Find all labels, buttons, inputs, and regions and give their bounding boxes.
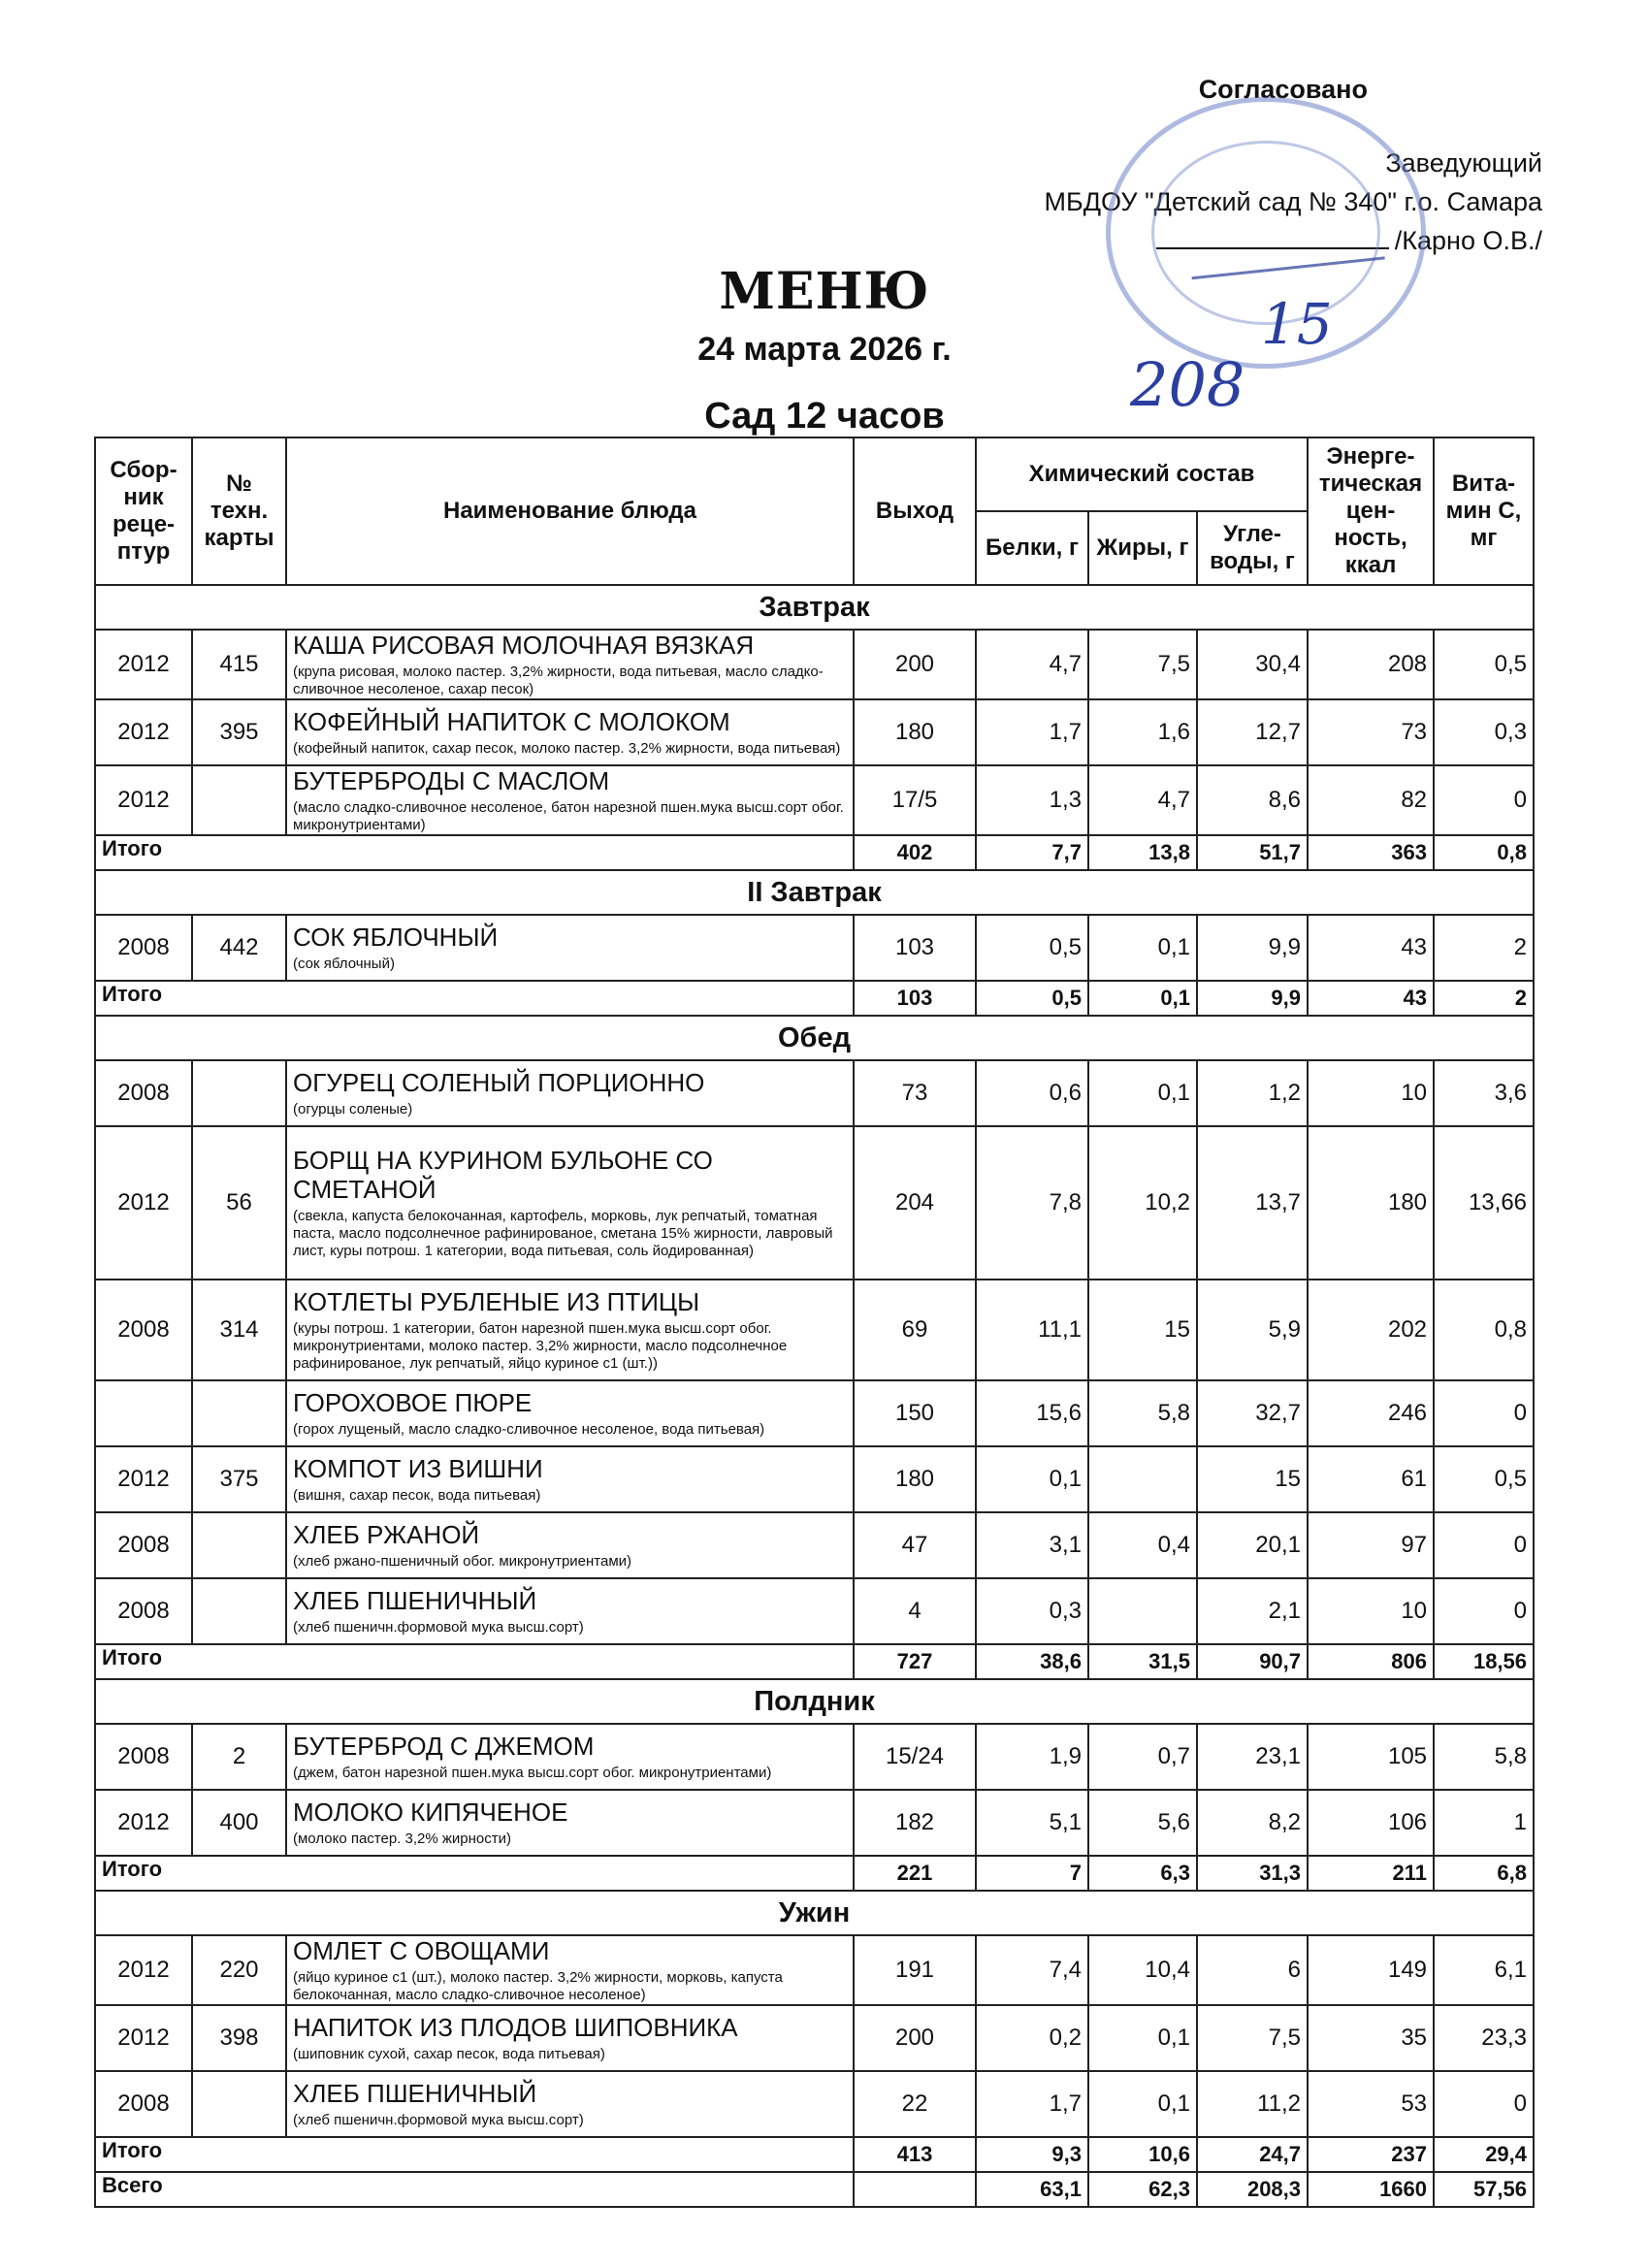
meal-section-title: II Завтрак bbox=[95, 870, 1534, 915]
collection-cell: 2008 bbox=[95, 1578, 192, 1644]
proteins-cell: 0,2 bbox=[976, 2005, 1088, 2071]
vitamin-c-cell: 3,6 bbox=[1434, 1060, 1534, 1126]
dish-name: ХЛЕБ ПШЕНИЧНЫЙ bbox=[293, 2079, 537, 2108]
document-title-block bbox=[0, 262, 1649, 437]
card-number-cell: 400 bbox=[192, 1790, 286, 1856]
dish-name-cell bbox=[286, 1578, 854, 1644]
fats-cell: 0,1 bbox=[1088, 915, 1197, 981]
dish-name-cell bbox=[286, 1790, 854, 1856]
output-cell: 103 bbox=[854, 915, 976, 981]
col-chem-header: Химический состав bbox=[976, 437, 1308, 511]
output-cell: 69 bbox=[854, 1280, 976, 1380]
fats-cell: 4,7 bbox=[1088, 765, 1197, 835]
dish-name: КАША РИСОВАЯ МОЛОЧНАЯ ВЯЗКАЯ bbox=[293, 631, 755, 660]
dish-ingredients: (свекла, капуста белокочанная, картофель, морковь, лук репчатый, томатная паста, масло подсолнечное рафинированое, сметана 15% жирности, лавровый лист, куры потрош. 1 категории, вода питьевая, соль йодированная) bbox=[293, 1208, 833, 1259]
collection-cell: 2008 bbox=[95, 1724, 192, 1790]
fats-cell bbox=[1088, 1578, 1197, 1644]
fats-cell: 10,4 bbox=[1088, 1935, 1197, 2005]
dish-ingredients: (хлеб ржано-пшеничный обог. микронутриентами) bbox=[293, 1553, 632, 1570]
energy-cell: 43 bbox=[1308, 915, 1434, 981]
dish-row bbox=[95, 915, 1534, 981]
dish-ingredients: (куры потрош. 1 категории, батон нарезной пшен.мука высш.сорт обог. микронутриентами, молоко пастер. 3,2% жирности, масло подсолнечное рафинированое, лук репчатый, яйцо куриное с1 (шт.)) bbox=[293, 1320, 788, 1372]
vitamin-c-cell: 0 bbox=[1434, 765, 1534, 835]
dish-name-cell bbox=[286, 2005, 854, 2071]
energy-cell: 82 bbox=[1308, 765, 1434, 835]
table-header bbox=[95, 437, 1534, 585]
proteins-cell: 1,9 bbox=[976, 1724, 1088, 1790]
dish-name: ГОРОХОВОЕ ПЮРЕ bbox=[293, 1388, 533, 1417]
handwritten-number: 15 bbox=[1261, 291, 1333, 357]
carbs-cell: 11,2 bbox=[1197, 2071, 1308, 2137]
total-label: Итого bbox=[95, 2137, 854, 2172]
grand-total-energy-cell: 1660 bbox=[1308, 2172, 1434, 2207]
carbs-cell: 13,7 bbox=[1197, 1126, 1308, 1280]
dish-ingredients: (хлеб пшеничн.формовой мука высш.сорт) bbox=[293, 1619, 584, 1636]
dish-name: НАПИТОК ИЗ ПЛОДОВ ШИПОВНИКА bbox=[293, 2013, 738, 2042]
energy-cell: 61 bbox=[1308, 1446, 1434, 1512]
vitamin-c-cell: 2 bbox=[1434, 915, 1534, 981]
menu-group: Сад 12 часов bbox=[704, 396, 945, 437]
dish-name-cell bbox=[286, 1280, 854, 1380]
collection-cell: 2012 bbox=[95, 765, 192, 835]
meal-section-row bbox=[95, 1016, 1534, 1060]
collection-cell: 2008 bbox=[95, 1060, 192, 1126]
total-energy-cell: 43 bbox=[1308, 981, 1434, 1016]
card-number-cell: 442 bbox=[192, 915, 286, 981]
card-number-cell bbox=[192, 1380, 286, 1446]
card-number-cell bbox=[192, 2071, 286, 2137]
collection-cell: 2012 bbox=[95, 1446, 192, 1512]
meal-section-title: Завтрак bbox=[95, 585, 1534, 630]
carbs-cell: 15 bbox=[1197, 1446, 1308, 1512]
collection-cell: 2012 bbox=[95, 1126, 192, 1280]
fats-cell: 0,1 bbox=[1088, 2071, 1197, 2137]
carbs-cell: 12,7 bbox=[1197, 699, 1308, 765]
output-cell: 47 bbox=[854, 1512, 976, 1578]
dish-name: БУТЕРБРОДЫ С МАСЛОМ bbox=[293, 766, 610, 795]
output-cell: 180 bbox=[854, 699, 976, 765]
col-fats-header: Жиры, г bbox=[1088, 511, 1197, 585]
energy-cell: 73 bbox=[1308, 699, 1434, 765]
meal-total-row bbox=[95, 1644, 1534, 1679]
vitamin-c-cell: 0,5 bbox=[1434, 630, 1534, 699]
collection-cell: 2008 bbox=[95, 1512, 192, 1578]
grand-total-carbs-cell: 208,3 bbox=[1197, 2172, 1308, 2207]
approval-organization: МБДОУ "Детский сад № 340" г.о. Самара bbox=[1044, 187, 1542, 216]
carbs-cell: 2,1 bbox=[1197, 1578, 1308, 1644]
fats-cell: 1,6 bbox=[1088, 699, 1197, 765]
proteins-cell: 0,5 bbox=[976, 915, 1088, 981]
energy-cell: 246 bbox=[1308, 1380, 1434, 1446]
col-proteins-header: Белки, г bbox=[976, 511, 1088, 585]
vitamin-c-cell: 0,5 bbox=[1434, 1446, 1534, 1512]
carbs-cell: 8,6 bbox=[1197, 765, 1308, 835]
total-fats-cell: 10,6 bbox=[1088, 2137, 1197, 2172]
proteins-cell: 5,1 bbox=[976, 1790, 1088, 1856]
dish-ingredients: (огурцы соленые) bbox=[293, 1101, 413, 1118]
collection-cell: 2012 bbox=[95, 2005, 192, 2071]
energy-cell: 105 bbox=[1308, 1724, 1434, 1790]
card-number-cell bbox=[192, 1578, 286, 1644]
vitamin-c-cell: 0 bbox=[1434, 2071, 1534, 2137]
dish-ingredients: (шиповник сухой, сахар песок, вода питьевая) bbox=[293, 2046, 605, 2062]
dish-ingredients: (хлеб пшеничн.формовой мука высш.сорт) bbox=[293, 2112, 584, 2128]
dish-row bbox=[95, 1790, 1534, 1856]
total-output-cell: 727 bbox=[854, 1644, 976, 1679]
dish-row bbox=[95, 2071, 1534, 2137]
total-output-cell: 413 bbox=[854, 2137, 976, 2172]
meal-total-row bbox=[95, 835, 1534, 870]
dish-row bbox=[95, 1724, 1534, 1790]
dish-name-cell bbox=[286, 1380, 854, 1446]
dish-name: БУТЕРБРОД С ДЖЕМОМ bbox=[293, 1732, 595, 1761]
fats-cell: 0,1 bbox=[1088, 2005, 1197, 2071]
energy-cell: 35 bbox=[1308, 2005, 1434, 2071]
col-name-header: Наименование блюда bbox=[286, 437, 854, 585]
dish-row bbox=[95, 1446, 1534, 1512]
total-output-cell: 221 bbox=[854, 1856, 976, 1891]
fats-cell: 15 bbox=[1088, 1280, 1197, 1380]
collection-cell: 2012 bbox=[95, 699, 192, 765]
collection-cell bbox=[95, 1380, 192, 1446]
total-carbs-cell: 90,7 bbox=[1197, 1644, 1308, 1679]
carbs-cell: 5,9 bbox=[1197, 1280, 1308, 1380]
energy-cell: 53 bbox=[1308, 2071, 1434, 2137]
vitamin-c-cell: 5,8 bbox=[1434, 1724, 1534, 1790]
total-proteins-cell: 0,5 bbox=[976, 981, 1088, 1016]
total-vitamin-c-cell: 2 bbox=[1434, 981, 1534, 1016]
col-carbs-header: Угле-воды, г bbox=[1197, 511, 1308, 585]
col-collection-header: Сбор-ник реце-птур bbox=[95, 437, 192, 585]
energy-cell: 106 bbox=[1308, 1790, 1434, 1856]
dish-name: ОМЛЕТ С ОВОЩАМИ bbox=[293, 1936, 550, 1965]
col-output-header: Выход bbox=[854, 437, 976, 585]
output-cell: 22 bbox=[854, 2071, 976, 2137]
vitamin-c-cell: 23,3 bbox=[1434, 2005, 1534, 2071]
total-output-cell: 103 bbox=[854, 981, 976, 1016]
dish-row bbox=[95, 1060, 1534, 1126]
dish-ingredients: (яйцо куриное с1 (шт.), молоко пастер. 3,2% жирности, морковь, капуста белокочанная, масло сладко-сливочное несоленое) bbox=[293, 1969, 783, 2003]
dish-ingredients: (кофейный напиток, сахар песок, молоко пастер. 3,2% жирности, вода питьевая) bbox=[293, 740, 841, 757]
total-label: Итого bbox=[95, 1856, 854, 1891]
dish-name-cell bbox=[286, 699, 854, 765]
vitamin-c-cell: 0,8 bbox=[1434, 1280, 1534, 1380]
carbs-cell: 32,7 bbox=[1197, 1380, 1308, 1446]
carbs-cell: 6 bbox=[1197, 1935, 1308, 2005]
output-cell: 204 bbox=[854, 1126, 976, 1280]
dish-name: БОРЩ НА КУРИНОМ БУЛЬОНЕ СО СМЕТАНОЙ bbox=[293, 1146, 713, 1204]
carbs-cell: 23,1 bbox=[1197, 1724, 1308, 1790]
fats-cell: 7,5 bbox=[1088, 630, 1197, 699]
dish-name: ОГУРЕЦ СОЛЕНЫЙ ПОРЦИОННО bbox=[293, 1068, 705, 1097]
total-energy-cell: 211 bbox=[1308, 1856, 1434, 1891]
total-energy-cell: 363 bbox=[1308, 835, 1434, 870]
dish-ingredients: (масло сладко-сливочное несоленое, батон нарезной пшен.мука высш.сорт обог. микронутриентами) bbox=[293, 799, 844, 833]
dish-row bbox=[95, 1935, 1534, 2005]
card-number-cell: 2 bbox=[192, 1724, 286, 1790]
energy-cell: 149 bbox=[1308, 1935, 1434, 2005]
approval-heading: Согласовано bbox=[1198, 75, 1368, 104]
total-vitamin-c-cell: 18,56 bbox=[1434, 1644, 1534, 1679]
total-fats-cell: 31,5 bbox=[1088, 1644, 1197, 1679]
vitamin-c-cell: 0,3 bbox=[1434, 699, 1534, 765]
proteins-cell: 15,6 bbox=[976, 1380, 1088, 1446]
fats-cell: 0,4 bbox=[1088, 1512, 1197, 1578]
output-cell: 191 bbox=[854, 1935, 976, 2005]
meal-section-row bbox=[95, 1679, 1534, 1724]
vitamin-c-cell: 13,66 bbox=[1434, 1126, 1534, 1280]
total-energy-cell: 237 bbox=[1308, 2137, 1434, 2172]
total-fats-cell: 0,1 bbox=[1088, 981, 1197, 1016]
grand-total-fats-cell: 62,3 bbox=[1088, 2172, 1197, 2207]
proteins-cell: 0,6 bbox=[976, 1060, 1088, 1126]
fats-cell bbox=[1088, 1446, 1197, 1512]
dish-row bbox=[95, 1578, 1534, 1644]
dish-row bbox=[95, 2005, 1534, 2071]
proteins-cell: 1,7 bbox=[976, 2071, 1088, 2137]
card-number-cell: 398 bbox=[192, 2005, 286, 2071]
grand-total-label: Всего bbox=[95, 2172, 854, 2207]
dish-ingredients: (молоко пастер. 3,2% жирности) bbox=[293, 1831, 511, 1847]
output-cell: 17/5 bbox=[854, 765, 976, 835]
proteins-cell: 7,8 bbox=[976, 1126, 1088, 1280]
proteins-cell: 3,1 bbox=[976, 1512, 1088, 1578]
proteins-cell: 1,3 bbox=[976, 765, 1088, 835]
proteins-cell: 11,1 bbox=[976, 1280, 1088, 1380]
total-label: Итого bbox=[95, 981, 854, 1016]
total-vitamin-c-cell: 0,8 bbox=[1434, 835, 1534, 870]
meal-section-row bbox=[95, 585, 1534, 630]
grand-total-vitamin-c-cell: 57,56 bbox=[1434, 2172, 1534, 2207]
dish-ingredients: (джем, батон нарезной пшен.мука высш.сорт обог. микронутриентами) bbox=[293, 1765, 772, 1781]
dish-name: ХЛЕБ РЖАНОЙ bbox=[293, 1520, 480, 1549]
dish-name: КОТЛЕТЫ РУБЛЕНЫЕ ИЗ ПТИЦЫ bbox=[293, 1287, 700, 1316]
total-vitamin-c-cell: 29,4 bbox=[1434, 2137, 1534, 2172]
total-proteins-cell: 38,6 bbox=[976, 1644, 1088, 1679]
dish-name-cell bbox=[286, 765, 854, 835]
meal-total-row bbox=[95, 1856, 1534, 1891]
energy-cell: 10 bbox=[1308, 1578, 1434, 1644]
meal-section-title: Ужин bbox=[95, 1891, 1534, 1935]
meal-total-row bbox=[95, 981, 1534, 1016]
grand-total-output-cell bbox=[854, 2172, 976, 2207]
vitamin-c-cell: 0 bbox=[1434, 1380, 1534, 1446]
card-number-cell: 56 bbox=[192, 1126, 286, 1280]
dish-name-cell bbox=[286, 915, 854, 981]
grand-total-row bbox=[95, 2172, 1534, 2207]
dish-ingredients: (горох лущеный, масло сладко-сливочное несоленое, вода питьевая) bbox=[293, 1421, 765, 1438]
fats-cell: 10,2 bbox=[1088, 1126, 1197, 1280]
output-cell: 150 bbox=[854, 1380, 976, 1446]
menu-date: 24 марта 2026 г. bbox=[697, 331, 952, 368]
total-proteins-cell: 7 bbox=[976, 1856, 1088, 1891]
total-proteins-cell: 7,7 bbox=[976, 835, 1088, 870]
dish-name-cell bbox=[286, 1935, 854, 2005]
vitamin-c-cell: 6,1 bbox=[1434, 1935, 1534, 2005]
dish-name-cell bbox=[286, 1446, 854, 1512]
dish-name: СОК ЯБЛОЧНЫЙ bbox=[293, 923, 499, 952]
dish-row bbox=[95, 1380, 1534, 1446]
handwritten-order-number: 208 bbox=[1130, 349, 1245, 420]
meal-section-title: Обед bbox=[95, 1016, 1534, 1060]
dish-name: ХЛЕБ ПШЕНИЧНЫЙ bbox=[293, 1586, 537, 1615]
dish-name-cell bbox=[286, 630, 854, 699]
col-card-header: № техн. карты bbox=[192, 437, 286, 585]
carbs-cell: 20,1 bbox=[1197, 1512, 1308, 1578]
energy-cell: 208 bbox=[1308, 630, 1434, 699]
card-number-cell bbox=[192, 1060, 286, 1126]
dish-ingredients: (крупа рисовая, молоко пастер. 3,2% жирности, вода питьевая, масло сладко-сливочное несоленое, сахар песок) bbox=[293, 664, 824, 697]
proteins-cell: 0,3 bbox=[976, 1578, 1088, 1644]
meal-section-row bbox=[95, 870, 1534, 915]
approval-position: Заведующий bbox=[1385, 148, 1542, 178]
card-number-cell: 314 bbox=[192, 1280, 286, 1380]
dish-name-cell bbox=[286, 2071, 854, 2137]
energy-cell: 97 bbox=[1308, 1512, 1434, 1578]
collection-cell: 2008 bbox=[95, 915, 192, 981]
dish-row bbox=[95, 765, 1534, 835]
fats-cell: 5,8 bbox=[1088, 1380, 1197, 1446]
total-fats-cell: 6,3 bbox=[1088, 1856, 1197, 1891]
card-number-cell: 395 bbox=[192, 699, 286, 765]
meal-total-row bbox=[95, 2137, 1534, 2172]
card-number-cell: 375 bbox=[192, 1446, 286, 1512]
collection-cell: 2012 bbox=[95, 1790, 192, 1856]
total-proteins-cell: 9,3 bbox=[976, 2137, 1088, 2172]
dish-row bbox=[95, 699, 1534, 765]
total-carbs-cell: 24,7 bbox=[1197, 2137, 1308, 2172]
output-cell: 182 bbox=[854, 1790, 976, 1856]
dish-name: КОМПОТ ИЗ ВИШНИ bbox=[293, 1454, 543, 1483]
card-number-cell bbox=[192, 765, 286, 835]
proteins-cell: 0,1 bbox=[976, 1446, 1088, 1512]
vitamin-c-cell: 0 bbox=[1434, 1512, 1534, 1578]
total-vitamin-c-cell: 6,8 bbox=[1434, 1856, 1534, 1891]
carbs-cell: 30,4 bbox=[1197, 630, 1308, 699]
total-label: Итого bbox=[95, 1644, 854, 1679]
dish-row bbox=[95, 1512, 1534, 1578]
fats-cell: 0,7 bbox=[1088, 1724, 1197, 1790]
proteins-cell: 1,7 bbox=[976, 699, 1088, 765]
carbs-cell: 1,2 bbox=[1197, 1060, 1308, 1126]
total-carbs-cell: 9,9 bbox=[1197, 981, 1308, 1016]
meal-section-title: Полдник bbox=[95, 1679, 1534, 1724]
total-carbs-cell: 51,7 bbox=[1197, 835, 1308, 870]
menu-table bbox=[94, 437, 1535, 2208]
dish-row bbox=[95, 1280, 1534, 1380]
dish-name-cell bbox=[286, 1126, 854, 1280]
dish-row bbox=[95, 630, 1534, 699]
total-label: Итого bbox=[95, 835, 854, 870]
output-cell: 180 bbox=[854, 1446, 976, 1512]
approval-signer: /Карно О.В./ bbox=[1394, 226, 1542, 255]
proteins-cell: 4,7 bbox=[976, 630, 1088, 699]
dish-ingredients: (вишня, сахар песок, вода питьевая) bbox=[293, 1487, 541, 1504]
carbs-cell: 7,5 bbox=[1197, 2005, 1308, 2071]
fats-cell: 0,1 bbox=[1088, 1060, 1197, 1126]
total-carbs-cell: 31,3 bbox=[1197, 1856, 1308, 1891]
output-cell: 73 bbox=[854, 1060, 976, 1126]
dish-name: КОФЕЙНЫЙ НАПИТОК С МОЛОКОМ bbox=[293, 707, 730, 736]
total-energy-cell: 806 bbox=[1308, 1644, 1434, 1679]
collection-cell: 2008 bbox=[95, 2071, 192, 2137]
energy-cell: 202 bbox=[1308, 1280, 1434, 1380]
collection-cell: 2012 bbox=[95, 1935, 192, 2005]
total-fats-cell: 13,8 bbox=[1088, 835, 1197, 870]
dish-name: МОЛОКО КИПЯЧЕНОЕ bbox=[293, 1798, 568, 1827]
carbs-cell: 8,2 bbox=[1197, 1790, 1308, 1856]
energy-cell: 10 bbox=[1308, 1060, 1434, 1126]
table-body bbox=[95, 585, 1534, 2207]
energy-cell: 180 bbox=[1308, 1126, 1434, 1280]
output-cell: 200 bbox=[854, 630, 976, 699]
carbs-cell: 9,9 bbox=[1197, 915, 1308, 981]
card-number-cell: 415 bbox=[192, 630, 286, 699]
output-cell: 4 bbox=[854, 1578, 976, 1644]
dish-name-cell bbox=[286, 1060, 854, 1126]
proteins-cell: 7,4 bbox=[976, 1935, 1088, 2005]
vitamin-c-cell: 1 bbox=[1434, 1790, 1534, 1856]
total-output-cell: 402 bbox=[854, 835, 976, 870]
page-title: МЕНЮ bbox=[719, 262, 930, 321]
col-energy-header: Энерге-тическая цен-ность, ккал bbox=[1308, 437, 1434, 585]
col-vitc-header: Вита-мин С, мг bbox=[1434, 437, 1534, 585]
collection-cell: 2008 bbox=[95, 1280, 192, 1380]
vitamin-c-cell: 0 bbox=[1434, 1578, 1534, 1644]
collection-cell: 2012 bbox=[95, 630, 192, 699]
card-number-cell: 220 bbox=[192, 1935, 286, 2005]
fats-cell: 5,6 bbox=[1088, 1790, 1197, 1856]
dish-ingredients: (сок яблочный) bbox=[293, 956, 395, 972]
dish-row bbox=[95, 1126, 1534, 1280]
card-number-cell bbox=[192, 1512, 286, 1578]
output-cell: 15/24 bbox=[854, 1724, 976, 1790]
dish-name-cell bbox=[286, 1512, 854, 1578]
output-cell: 200 bbox=[854, 2005, 976, 2071]
dish-name-cell bbox=[286, 1724, 854, 1790]
meal-section-row bbox=[95, 1891, 1534, 1935]
grand-total-proteins-cell: 63,1 bbox=[976, 2172, 1088, 2207]
